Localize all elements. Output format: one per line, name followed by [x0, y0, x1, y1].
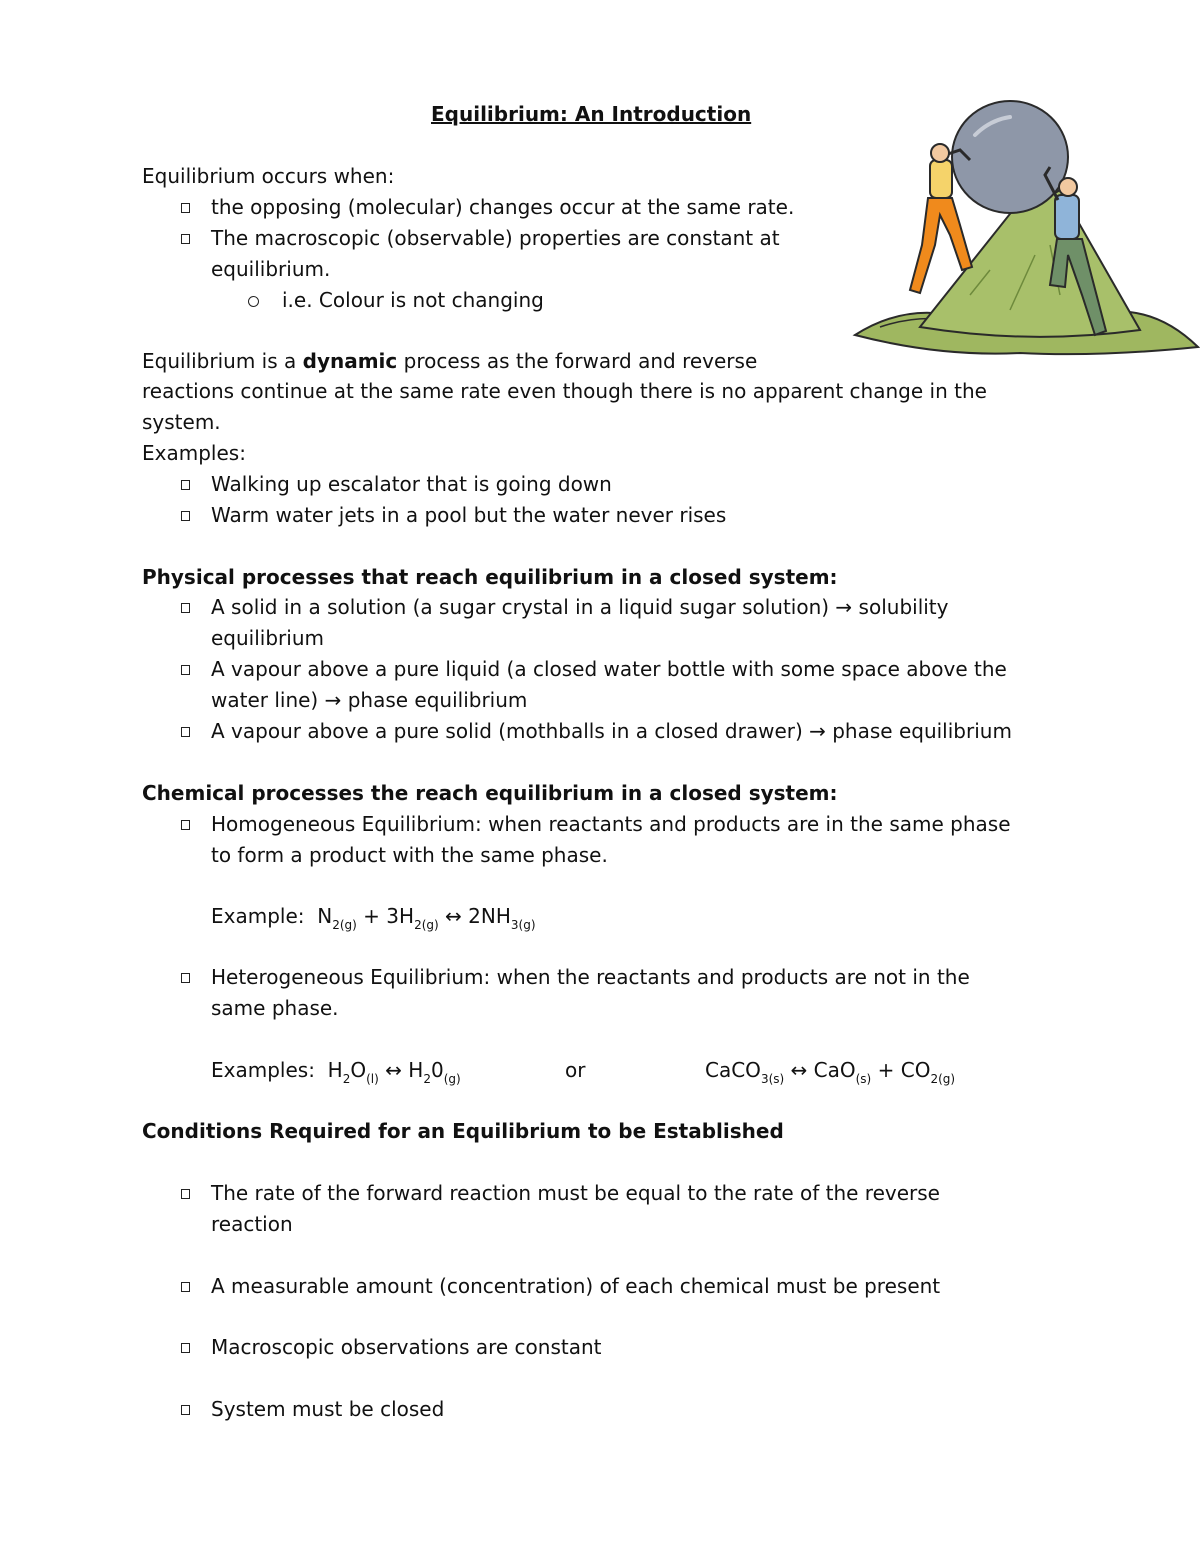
homogeneous-example: Example: $N_{2(g)} + 3H_{2(g)}$ ↔ $2NH_{3(g)}$	[211, 904, 536, 932]
examples-label: Examples:	[142, 441, 246, 465]
dynamic-line-1	[142, 349, 757, 373]
heterogeneous-line-1: Heterogeneous Equilibrium: when the reactants and products are not in the	[211, 965, 970, 989]
dynamic-line-3: system.	[142, 410, 221, 434]
condition-3: Macroscopic observations are constant	[211, 1335, 602, 1359]
bullet-box-icon	[181, 727, 190, 737]
dynamic-line-2: reactions continue at the same rate even though there is no apparent change in the	[142, 379, 987, 403]
or-word: or	[565, 1058, 586, 1082]
circle-bullet-icon	[248, 296, 259, 307]
conditions-heading: Conditions Required for an Equilibrium to be Established	[142, 1119, 784, 1143]
example-label: Example:	[211, 904, 305, 928]
intro-bullet-1: the opposing (molecular) changes occur at the same rate.	[211, 195, 795, 219]
bullet-box-icon	[181, 203, 190, 213]
intro-heading: Equilibrium occurs when:	[142, 164, 395, 188]
bullet-box-icon	[181, 820, 190, 830]
heterogeneous-example-2: CaCO$_{3(s)}$ ↔ $CaO_{(s)} + CO_{2(g)}$	[705, 1058, 956, 1086]
bullet-box-icon	[181, 973, 190, 983]
bullet-box-icon	[181, 480, 190, 490]
physical-item-3: A vapour above a pure solid (mothballs in a closed drawer) → phase equilibrium	[211, 719, 1012, 743]
heterogeneous-line-2: same phase.	[211, 996, 339, 1020]
page-title: Equilibrium: An Introduction	[431, 102, 752, 126]
bullet-box-icon	[181, 511, 190, 521]
chemical-heading: Chemical processes the reach equilibrium in a closed system:	[142, 781, 838, 805]
dynamic-prefix: Equilibrium is a	[142, 349, 303, 373]
homogeneous-line-2: to form a product with the same phase.	[211, 843, 608, 867]
bullet-box-icon	[181, 234, 190, 244]
bullet-box-icon	[181, 665, 190, 675]
condition-2: A measurable amount (concentration) of each chemical must be present	[211, 1274, 941, 1298]
example-2: Warm water jets in a pool but the water never rises	[211, 503, 727, 527]
physical-item-2-cont: water line) → phase equilibrium	[211, 688, 528, 712]
homogeneous-line-1: Homogeneous Equilibrium: when reactants and products are in the same phase	[211, 812, 1011, 836]
bullet-box-icon	[181, 1189, 190, 1199]
intro-bullet-2: The macroscopic (observable) properties are constant at	[211, 226, 780, 250]
bullet-box-icon	[181, 1405, 190, 1415]
bullet-box-icon	[181, 1343, 190, 1353]
condition-4: System must be closed	[211, 1397, 445, 1421]
dynamic-suffix: process as the forward and reverse	[397, 349, 758, 373]
intro-bullet-2-cont: equilibrium.	[211, 257, 331, 281]
condition-1-cont: reaction	[211, 1212, 293, 1236]
bullet-box-icon	[181, 603, 190, 613]
examples-label-2: Examples:	[211, 1058, 315, 1082]
bullet-box-icon	[181, 1282, 190, 1292]
boulder-hill-illustration	[850, 95, 1200, 365]
physical-item-2: A vapour above a pure liquid (a closed water bottle with some space above the	[211, 657, 1007, 681]
physical-item-1-cont: equilibrium	[211, 626, 324, 650]
physical-item-1: A solid in a solution (a sugar crystal in a liquid sugar solution) → solubility	[211, 595, 949, 619]
dynamic-bold-word: dynamic	[302, 349, 398, 373]
physical-heading: Physical processes that reach equilibrium in a closed system:	[142, 565, 838, 589]
condition-1: The rate of the forward reaction must be equal to the rate of the reverse	[211, 1181, 940, 1205]
intro-sub-bullet: i.e. Colour is not changing	[282, 288, 544, 312]
heterogeneous-example-1: Examples: $H_2O_{(l)}$ ↔ $H_20_{(g)}$	[211, 1058, 461, 1086]
example-1: Walking up escalator that is going down	[211, 472, 612, 496]
